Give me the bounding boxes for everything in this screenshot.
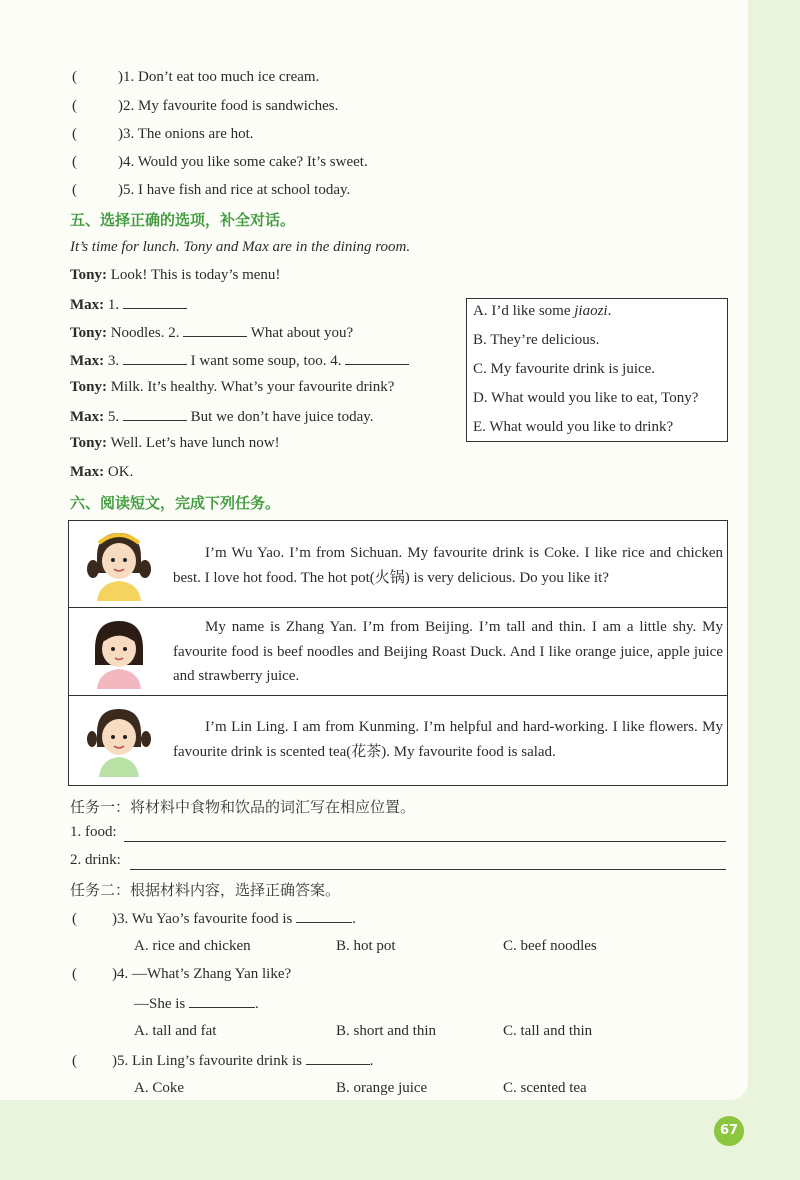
answer-blank-3[interactable] — [123, 350, 187, 365]
passage-text-3: I’m Lin Ling. I am from Kunming. I’m helpful and hard-working. I like flowers. My favourite drink is scented tea(花茶). My favourite food is salad. — [173, 719, 723, 760]
task2-title: 任务二：根据材料内容，选择正确答案。 — [70, 881, 341, 899]
task1-title: 任务一：将材料中食物和饮品的词汇写在相应位置。 — [70, 798, 416, 816]
drink-label: 2. drink: — [70, 852, 121, 868]
girl-avatar-icon — [83, 527, 155, 601]
q5-blank[interactable] — [306, 1050, 370, 1065]
page-margin — [748, 60, 800, 1100]
reading-box — [68, 520, 728, 786]
girl-avatar-icon — [83, 703, 155, 777]
judge-item-2: ( )2. My favourite food is sandwiches. — [72, 98, 339, 114]
dialogue-line-4: Max: 3. I want some soup, too. 4. — [70, 350, 409, 370]
q3-option-b[interactable]: B. hot pot — [336, 938, 396, 954]
question-4-sub: —She is . — [134, 993, 259, 1013]
q4-option-b[interactable]: B. short and thin — [336, 1023, 436, 1039]
question-4: ( )4. —What’s Zhang Yan like? — [72, 966, 292, 982]
q3-option-c[interactable]: C. beef noodles — [503, 938, 597, 954]
page-number-badge: 67 — [714, 1116, 744, 1146]
answer-blank-4[interactable] — [345, 350, 409, 365]
q3-blank[interactable] — [296, 908, 352, 923]
judge-item-5: ( )5. I have fish and rice at school today. — [72, 182, 351, 198]
passage-row-3 — [69, 695, 727, 785]
question-3: ( )3. Wu Yao’s favourite food is . — [72, 908, 356, 928]
q4-option-a[interactable]: A. tall and fat — [134, 1023, 217, 1039]
dialogue-line-3: Tony: Noodles. 2. What about you? — [70, 322, 353, 342]
section5-intro: It’s time for lunch. Tony and Max are in the dining room. — [70, 239, 411, 255]
food-label: 1. food: — [70, 824, 117, 840]
passage-text-1: I’m Wu Yao. I’m from Sichuan. My favourite drink is Coke. I like rice and chicken best. I love hot food. The hot pot(火锅) is very delicious. Do you like it? — [173, 545, 723, 586]
passage-text-2: My name is Zhang Yan. I’m from Beijing. I’m tall and thin. I am a little shy. My favourite food is beef noodles and Beijing Roast Duck. And I like orange juice, apple juice and strawberry juice. — [173, 619, 723, 684]
option-a: A. I’d like some jiaozi. — [473, 303, 612, 319]
passage-row-1 — [69, 521, 727, 608]
option-b: B. They’re delicious. — [473, 332, 600, 348]
judge-item-1: ( )1. Don’t eat too much ice cream. — [72, 69, 320, 85]
drink-answer-line[interactable] — [130, 868, 726, 870]
answer-blank-1[interactable] — [123, 294, 187, 309]
dialogue-line-2: Max: 1. — [70, 294, 187, 314]
q3-option-a[interactable]: A. rice and chicken — [134, 938, 251, 954]
section6-title: 六、阅读短文，完成下列任务。 — [70, 494, 281, 512]
section5-title: 五、选择正确的选项，补全对话。 — [70, 211, 296, 229]
q5-option-b[interactable]: B. orange juice — [336, 1080, 428, 1096]
option-c: C. My favourite drink is juice. — [473, 361, 656, 377]
answer-blank-2[interactable] — [183, 322, 247, 337]
q5-option-a[interactable]: A. Coke — [134, 1080, 184, 1096]
judge-item-4: ( )4. Would you like some cake? It’s sweet. — [72, 154, 368, 170]
judge-item-3: ( )3. The onions are hot. — [72, 126, 254, 142]
passage-row-2 — [69, 607, 727, 696]
options-box — [466, 298, 728, 442]
dialogue-line-8: Max: OK. — [70, 464, 134, 480]
question-5: ( )5. Lin Ling’s favourite drink is . — [72, 1050, 373, 1070]
option-e: E. What would you like to drink? — [473, 419, 674, 435]
answer-blank-5[interactable] — [123, 406, 187, 421]
dialogue-line-5: Tony: Milk. It’s healthy. What’s your favourite drink? — [70, 379, 395, 395]
dialogue-line-7: Tony: Well. Let’s have lunch now! — [70, 435, 280, 451]
girl-avatar-icon — [83, 615, 155, 689]
option-d: D. What would you like to eat, Tony? — [473, 390, 699, 406]
q4-option-c[interactable]: C. tall and thin — [503, 1023, 593, 1039]
q4-blank[interactable] — [189, 993, 255, 1008]
dialogue-line-1: Tony: Look! This is today’s menu! — [70, 267, 281, 283]
dialogue-line-6: Max: 5. But we don’t have juice today. — [70, 406, 374, 426]
page-corner — [700, 56, 748, 104]
q5-option-c[interactable]: C. scented tea — [503, 1080, 587, 1096]
food-answer-line[interactable] — [124, 840, 726, 842]
